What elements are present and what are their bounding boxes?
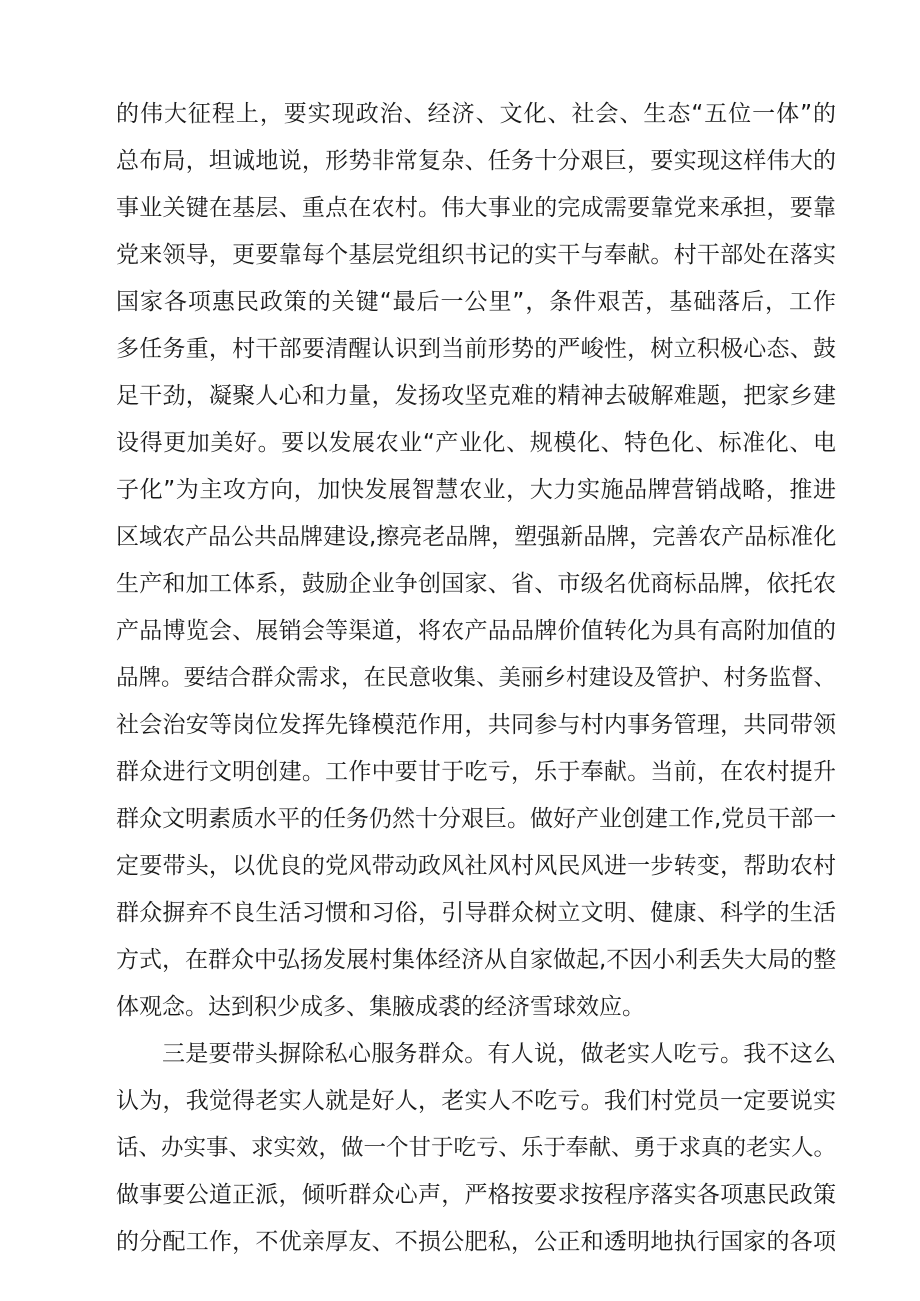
- text-line: 总布局，坦诚地说，形势非常复杂、任务十分艰巨，要实现这样伟大的: [116, 148, 836, 174]
- text-line: 方式，在群众中弘扬发展村集体经济从自家做起,不因小利丢失大局的整: [116, 947, 837, 973]
- text-line: 子化”为主攻方向，加快发展智慧农业，大力实施品牌营销战略，推进: [116, 477, 836, 503]
- text-line: 认为，我觉得老实人就是好人，老实人不吃亏。我们村党员一定要说实: [116, 1088, 836, 1114]
- text-line: 党来领导，更要靠每个基层党组织书记的实干与奉献。村干部处在落实: [116, 242, 836, 268]
- text-line: 定要带头，以优良的党风带动政风社风村风民风进一步转变，帮助农村: [116, 853, 836, 879]
- text-line: 话、办实事、求实效，做一个甘于吃亏、乐于奉献、勇于求真的老实人。: [116, 1135, 837, 1161]
- text-line: 社会治安等岗位发挥先锋模范作用，共同参与村内事务管理，共同带领: [116, 712, 836, 738]
- text-line: 产品博览会、展销会等渠道，将农产品品牌价值转化为具有高附加值的: [116, 618, 836, 644]
- text-line: 品牌。要结合群众需求，在民意收集、美丽乡村建设及管护、村务监督、: [116, 665, 837, 691]
- text-line: 群众摒弃不良生活习惯和习俗，引导群众树立文明、健康、科学的生活: [116, 900, 836, 926]
- text-line: 做事要公道正派，倾听群众心声，严格按要求按程序落实各项惠民政策: [116, 1182, 836, 1208]
- text-line: 国家各项惠民政策的关键“最后一公里”，条件艰苦，基础落后，工作: [116, 289, 836, 315]
- text-line: 的伟大征程上，要实现政治、经济、文化、社会、生态“五位一体”的: [116, 101, 836, 127]
- text-line: 的分配工作，不优亲厚友、不损公肥私，公正和透明地执行国家的各项: [116, 1229, 836, 1255]
- text-line: 多任务重，村干部要清醒认识到当前形势的严峻性，树立积极心态、鼓: [116, 336, 836, 362]
- text-line: 足干劲，凝聚人心和力量，发扬攻坚克难的精神去破解难题，把家乡建: [116, 383, 836, 409]
- text-line: 设得更加美好。要以发展农业“产业化、规模化、特色化、标准化、电: [116, 430, 836, 456]
- text-line: 生产和加工体系，鼓励企业争创国家、省、市级名优商标品牌，依托农: [116, 571, 836, 597]
- paragraph-first-line: 三是要带头摒除私心服务群众。有人说，做老实人吃亏。我不这么: [162, 1041, 836, 1067]
- text-line: 体观念。达到积少成多、集腋成裘的经济雪球效应。: [116, 994, 645, 1020]
- text-line: 群众文明素质水平的任务仍然十分艰巨。做好产业创建工作,党员干部一: [116, 806, 837, 832]
- text-line: 区域农产品公共品牌建设,擦亮老品牌，塑强新品牌，完善农产品标准化: [116, 524, 837, 550]
- text-line: 事业关键在基层、重点在农村。伟大事业的完成需要靠党来承担，要靠: [116, 195, 836, 221]
- text-line: 群众进行文明创建。工作中要甘于吃亏，乐于奉献。当前，在农村提升: [116, 759, 836, 785]
